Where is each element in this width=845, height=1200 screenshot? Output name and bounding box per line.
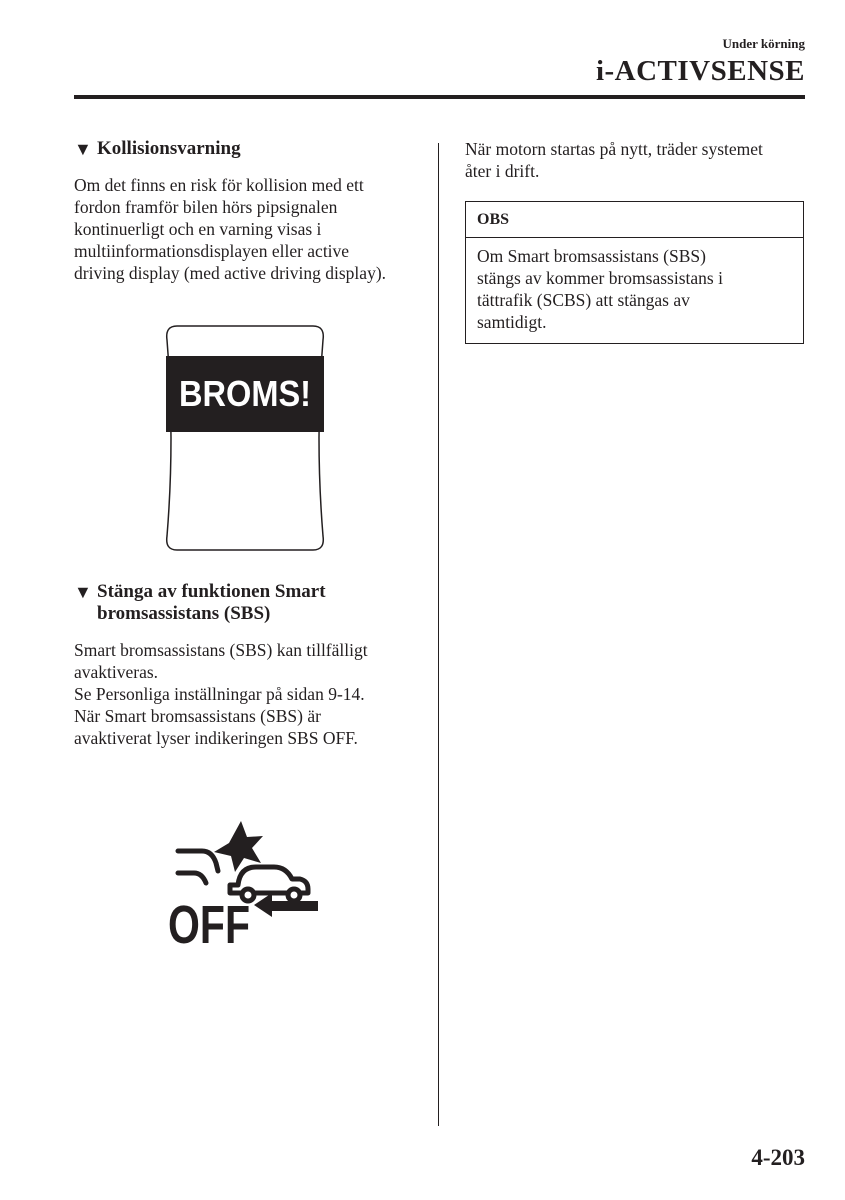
text-line: åter i drift. [465, 161, 540, 181]
car-left-roof [178, 851, 218, 871]
note-body [466, 238, 803, 343]
heading-text: bromsassistans (SBS) [97, 603, 271, 624]
text-line: När motorn startas på nytt, träder systemet [465, 139, 763, 159]
text-line: kontinuerligt och en varning visas i [74, 219, 322, 239]
column-divider [438, 143, 439, 1126]
broms-warning-display [165, 322, 325, 554]
restart-text [465, 138, 805, 182]
note-box [465, 201, 804, 344]
heading-collision-warning [74, 138, 424, 160]
text-line: Om Smart bromsassistans (SBS) [477, 246, 706, 266]
triangle-bullet-icon: ▼ [74, 139, 92, 159]
heading-text: Kollisionsvarning [97, 138, 241, 159]
right-column [465, 138, 805, 344]
text-line: multiinformationsdisplayen eller active [74, 241, 350, 261]
heading-text: Stänga av funktionen Smart [97, 581, 326, 602]
text-line: avaktiveras. [74, 662, 159, 682]
left-column [74, 138, 424, 946]
car-wheel [288, 889, 300, 901]
broms-display-graphic [165, 322, 325, 554]
text-line: samtidigt. [477, 312, 547, 332]
section-title: i-ACTIVSENSE [595, 55, 805, 87]
sbs-off-icon [168, 821, 318, 946]
disable-sbs-text [74, 639, 424, 749]
text-line: tättrafik (SCBS) att stängas av [477, 290, 690, 310]
collision-star-icon [214, 821, 263, 872]
off-text: OFF [168, 895, 250, 946]
car-left-body [178, 873, 206, 883]
chapter-label: Under körning [722, 36, 805, 51]
text-line: fordon framför bilen hörs pipsignalen [74, 197, 338, 217]
text-line: Smart bromsassistans (SBS) kan tillfälligt [74, 640, 368, 660]
text-line: stängs av kommer bromsassistans i [477, 268, 723, 288]
triangle-bullet-icon: ▼ [74, 582, 92, 602]
text-line: driving display (med active driving display). [74, 263, 387, 283]
page-number: 4-203 [751, 1145, 805, 1170]
text-line: När Smart bromsassistans (SBS) är [74, 706, 321, 726]
text-line: avaktiverat lyser indikeringen SBS OFF. [74, 728, 358, 748]
text-line: Se Personliga inställningar på sidan 9-14. [74, 684, 365, 704]
heading-disable-sbs [74, 581, 424, 625]
header-rule [74, 95, 805, 99]
text-line: Om det finns en risk för kollision med ett [74, 175, 364, 195]
sbs-off-indicator [168, 821, 318, 946]
broms-text: BROMS! [179, 373, 311, 414]
collision-warning-text [74, 174, 424, 284]
note-title: OBS [466, 202, 803, 238]
